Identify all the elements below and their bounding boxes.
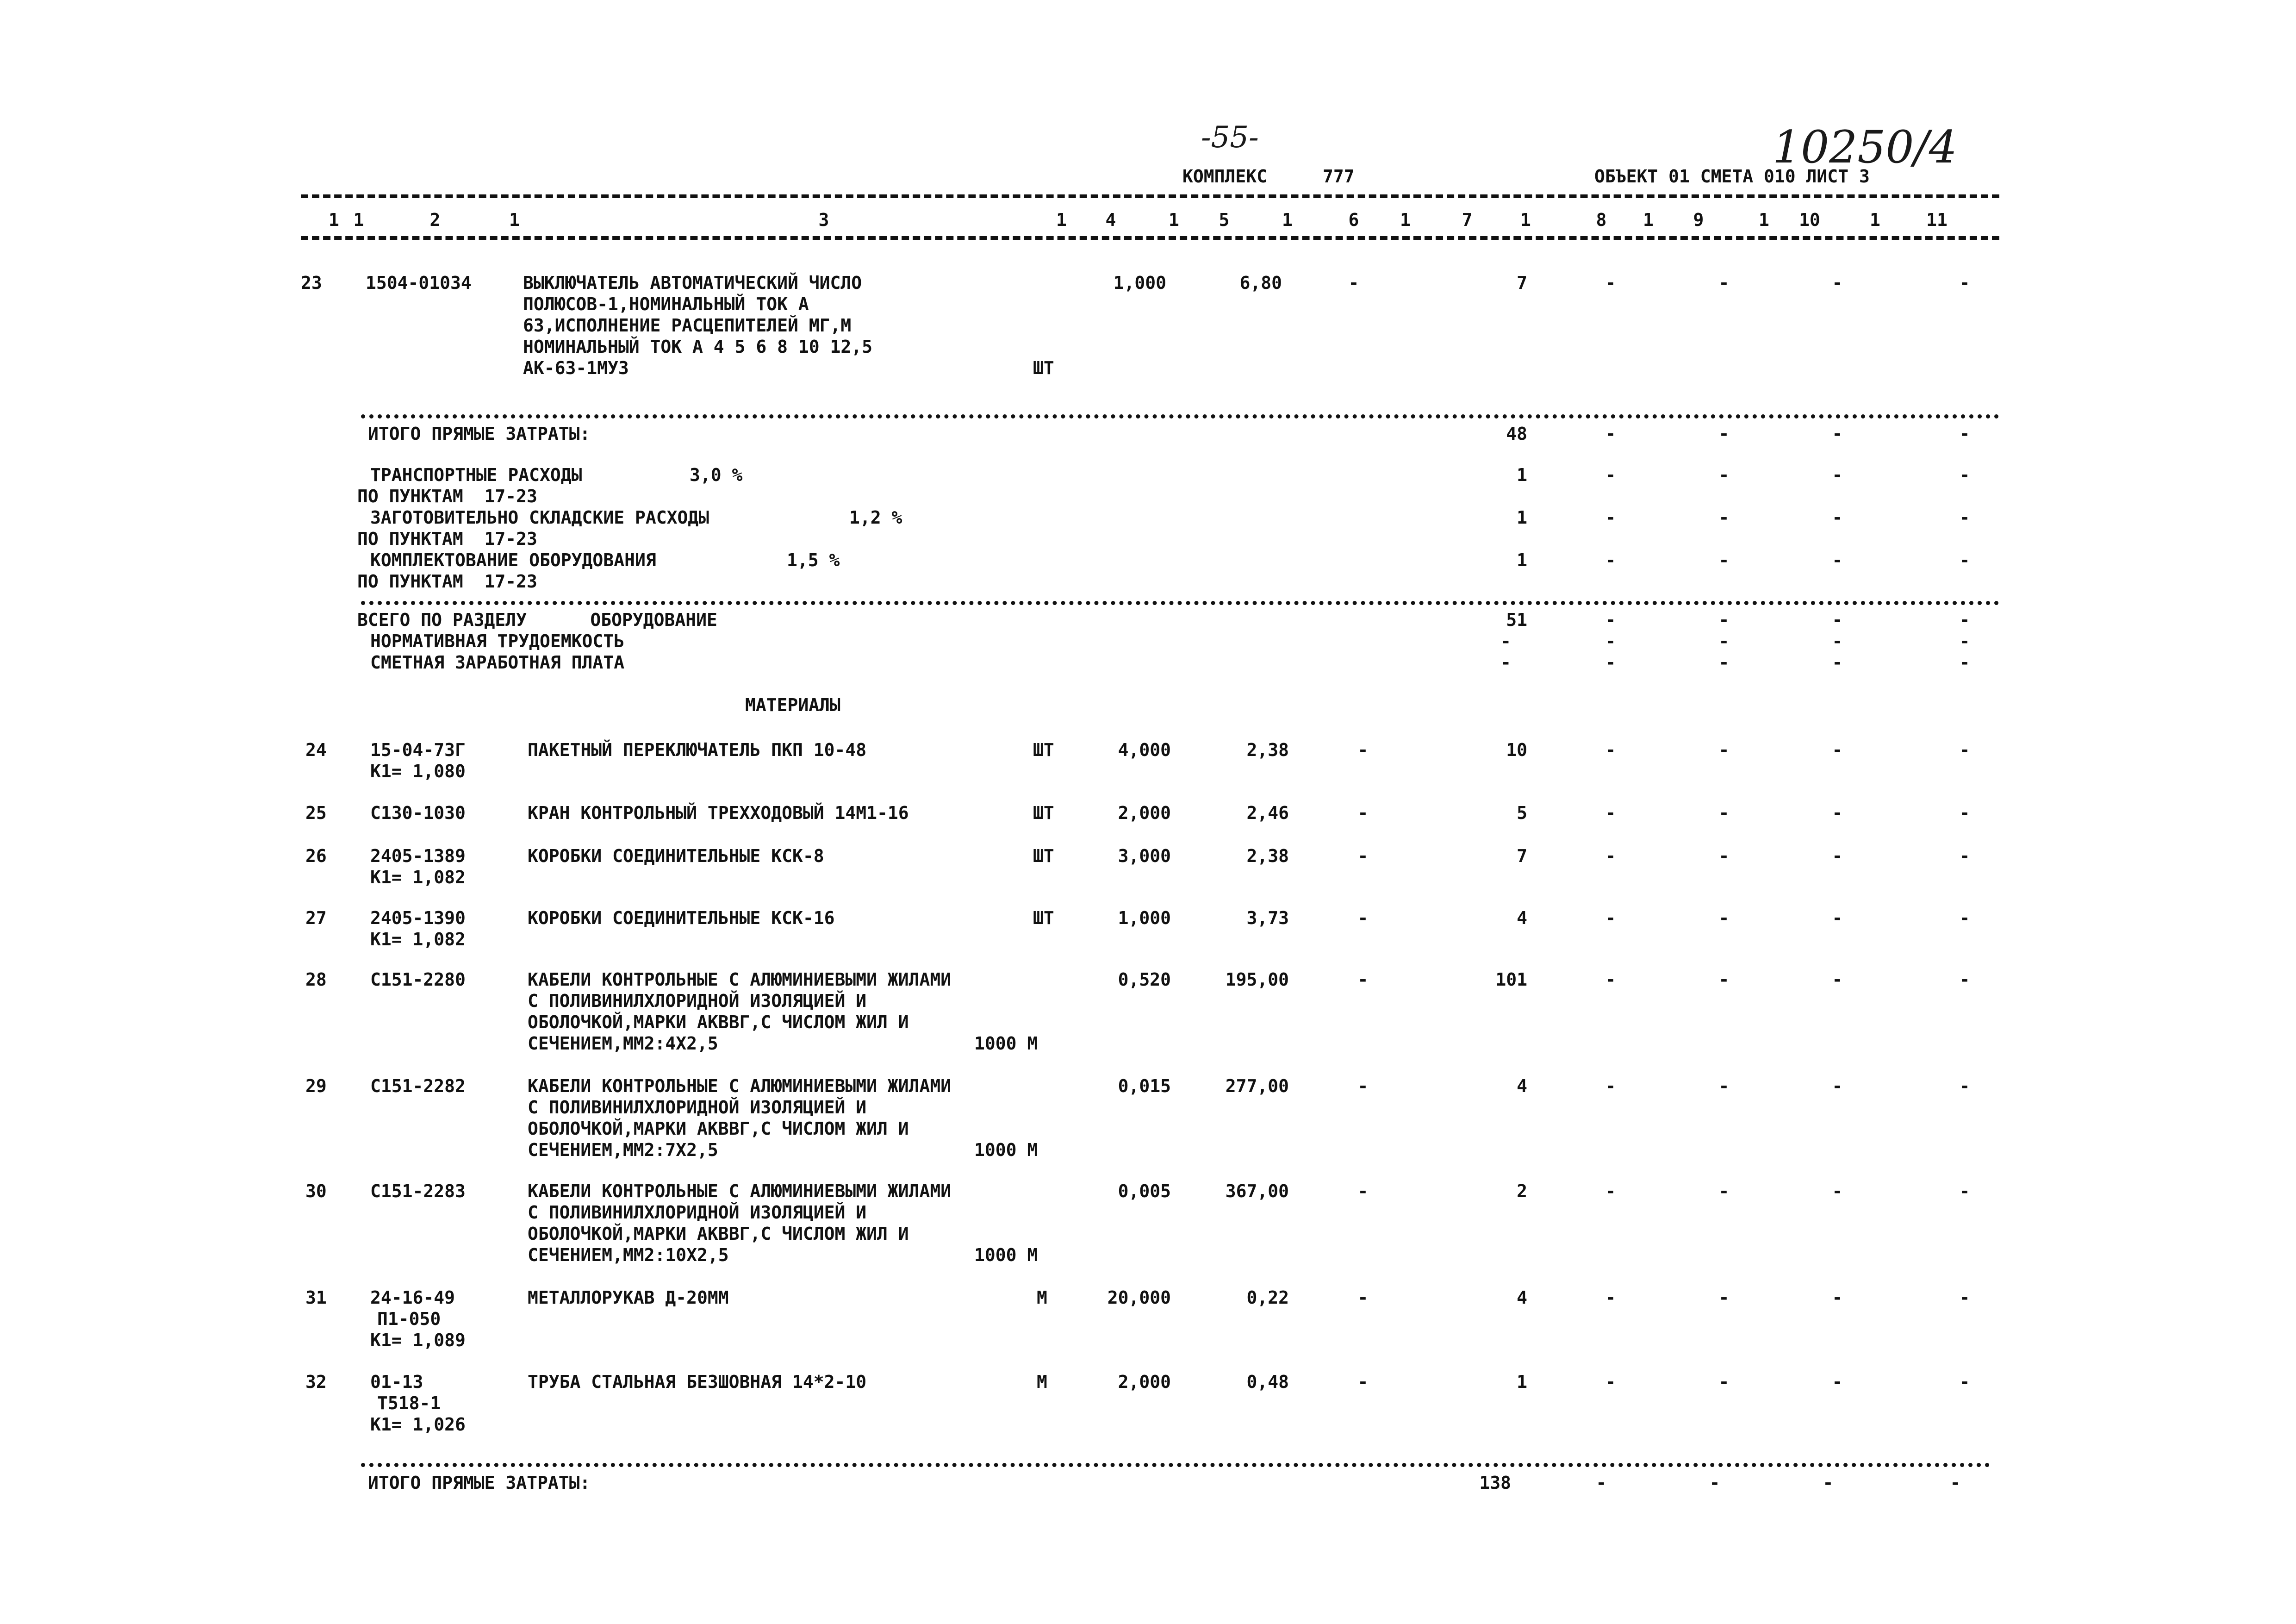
row-col10: - [1832,803,1843,823]
col-sep: 1 [1282,210,1293,230]
col-header-6: 6 [1348,210,1359,230]
row-code: С151-2280 [370,969,466,990]
overhead-col11: - [1959,465,1970,485]
col-header-5: 5 [1219,210,1230,230]
col-header-9: 9 [1693,210,1704,230]
col-header-7: 7 [1462,210,1473,230]
overhead-label: КОМПЛЕКТОВАНИЕ ОБОРУДОВАНИЯ [370,550,656,570]
col-sep: 1 [1400,210,1411,230]
row-description: С ПОЛИВИНИЛХЛОРИДНОЙ ИЗОЛЯЦИЕЙ И [528,1202,867,1223]
row-quantity: 0,015 [1118,1076,1171,1096]
labor-col10: - [1832,631,1843,651]
row-col10: - [1832,1181,1843,1201]
subtotal-col9: - [1718,424,1730,444]
row-col6: - [1357,969,1369,990]
overhead-col8: - [1605,550,1616,570]
row-number: 26 [305,846,327,866]
overhead-col7: 1 [1517,465,1527,485]
row-description: КРАН КОНТРОЛЬНЫЙ ТРЕХХОДОВЫЙ 14М1-16 [528,803,909,823]
row-col6: - [1357,1372,1369,1392]
row-col11: - [1959,740,1970,760]
col-header-11: 11 [1926,210,1948,230]
row-col7: 7 [1517,846,1527,866]
subtotal-col8: - [1605,424,1616,444]
overhead-col9: - [1718,465,1730,485]
row-description: С ПОЛИВИНИЛХЛОРИДНОЙ ИЗОЛЯЦИЕЙ И [528,991,867,1011]
row-price: 2,38 [1246,740,1289,760]
overhead-col7: 1 [1517,507,1527,528]
row-col11: - [1959,1287,1970,1308]
subtotal-rule [361,1463,1990,1467]
row-quantity: 3,000 [1118,846,1171,866]
row-description: КОРОБКИ СОЕДИНИТЕЛЬНЫЕ КСК-8 [528,846,824,866]
row-code: К1= 1,082 [370,867,466,887]
row-quantity: 4,000 [1118,740,1171,760]
row-col8: - [1605,1076,1616,1096]
wage-col11: - [1959,652,1970,673]
overhead-col9: - [1718,550,1730,570]
row-number: 27 [305,908,327,928]
row-description: АК-63-1МУЗ [523,358,629,378]
page-number: -55- [1201,120,1259,155]
row-code: К1= 1,080 [370,761,466,781]
row-code: 01-13 [370,1372,423,1392]
row-col9: - [1718,846,1730,866]
overhead-scope: ПО ПУНКТАМ 17-23 [357,529,537,549]
overhead-col8: - [1605,507,1616,528]
overhead-col8: - [1605,465,1616,485]
row-col9: - [1718,1372,1730,1392]
row-col10: - [1832,908,1843,928]
overhead-col7: 1 [1517,550,1527,570]
col-sep: 1 [1056,210,1067,230]
row-description: КАБЕЛИ КОНТРОЛЬНЫЕ С АЛЮМИНИЕВЫМИ ЖИЛАМИ [528,969,952,990]
overhead-col9: - [1718,507,1730,528]
row-code: 15-04-73Г [370,740,466,760]
wage-col7: - [1500,652,1511,673]
row-col8: - [1605,846,1616,866]
row-quantity: 1,000 [1113,273,1166,293]
overhead-col10: - [1832,550,1843,570]
row-description: С ПОЛИВИНИЛХЛОРИДНОЙ ИЗОЛЯЦИЕЙ И [528,1097,867,1118]
section-total-col7: 51 [1506,610,1527,630]
col-sep: 1 [1643,210,1654,230]
col-header-3: 3 [818,210,829,230]
row-number: 23 [301,273,322,293]
row-quantity: 0,005 [1118,1181,1171,1201]
row-col10: - [1832,273,1843,293]
row-quantity: 20,000 [1107,1287,1171,1308]
subtotal-rule [361,414,1999,418]
row-number: 30 [305,1181,327,1201]
row-col10: - [1832,846,1843,866]
section-total-col10: - [1832,610,1843,630]
row-unit: 1000 М [974,1033,1038,1054]
labor-label: НОРМАТИВНАЯ ТРУДОЕМКОСТЬ [370,631,625,651]
col-sep: 1 [1759,210,1769,230]
row-col6: - [1357,908,1369,928]
row-col11: - [1959,273,1970,293]
subtotal-col7: 138 [1479,1473,1511,1493]
row-code: 2405-1390 [370,908,466,928]
row-col10: - [1832,1287,1843,1308]
row-description: КАБЕЛИ КОНТРОЛЬНЫЕ С АЛЮМИНИЕВЫМИ ЖИЛАМИ [528,1181,952,1201]
section-total-col9: - [1718,610,1730,630]
overhead-scope: ПО ПУНКТАМ 17-23 [357,571,537,592]
row-col9: - [1718,908,1730,928]
row-code: К1= 1,082 [370,929,466,949]
row-col7: 10 [1506,740,1527,760]
row-number: 25 [305,803,327,823]
row-price: 277,00 [1225,1076,1289,1096]
col-header-10: 10 [1799,210,1820,230]
row-unit: М [1037,1287,1047,1308]
row-number: 31 [305,1287,327,1308]
row-price: 367,00 [1225,1181,1289,1201]
row-col11: - [1959,908,1970,928]
row-col8: - [1605,273,1616,293]
row-col6: - [1357,1181,1369,1201]
overhead-percent: 1,2 % [849,507,902,528]
row-col7: 5 [1517,803,1527,823]
row-unit: ШТ [1033,908,1054,928]
row-number: 29 [305,1076,327,1096]
row-col11: - [1959,969,1970,990]
row-description: МЕТАЛЛОРУКАВ Д-20ММ [528,1287,729,1308]
row-col10: - [1832,969,1843,990]
labor-col11: - [1959,631,1970,651]
row-col11: - [1959,1372,1970,1392]
col-sep: 1 [329,210,339,230]
row-quantity: 2,000 [1118,1372,1171,1392]
row-col9: - [1718,740,1730,760]
row-code: К1= 1,089 [370,1330,466,1350]
row-description: КОРОБКИ СОЕДИНИТЕЛЬНЫЕ КСК-16 [528,908,835,928]
subtotal-col11: - [1959,424,1970,444]
row-unit: ШТ [1033,740,1054,760]
subtotal-col7: 48 [1506,424,1527,444]
row-col6: - [1357,846,1369,866]
row-col10: - [1832,1076,1843,1096]
row-number: 32 [305,1372,327,1392]
section-total-rule [361,601,1999,605]
row-col8: - [1605,1287,1616,1308]
row-code: П1-050 [377,1309,441,1329]
row-col9: - [1718,969,1730,990]
complex-value: 777 [1323,166,1355,187]
row-col8: - [1605,740,1616,760]
row-code: 24-16-49 [370,1287,455,1308]
col-sep: 1 [509,210,520,230]
row-unit: 1000 М [974,1245,1038,1265]
row-col10: - [1832,740,1843,760]
row-description: ТРУБА СТАЛЬНАЯ БЕЗШОВНАЯ 14*2-10 [528,1372,867,1392]
overhead-percent: 3,0 % [690,465,743,485]
row-col6: - [1357,803,1369,823]
section-total-col11: - [1959,610,1970,630]
row-col7: 4 [1517,1076,1527,1096]
row-col6: - [1357,1287,1369,1308]
col-header-1: 1 [353,210,364,230]
row-col11: - [1959,1181,1970,1201]
row-code: С151-2283 [370,1181,466,1201]
row-code: К1= 1,026 [370,1414,466,1435]
subtotal-col10: - [1832,424,1843,444]
row-description: НОМИНАЛЬНЫЙ ТОК А 4 5 6 8 10 12,5 [523,337,872,357]
row-col6: - [1348,273,1359,293]
row-description: КАБЕЛИ КОНТРОЛЬНЫЕ С АЛЮМИНИЕВЫМИ ЖИЛАМИ [528,1076,952,1096]
subtotal-col11: - [1950,1473,1961,1493]
row-price: 2,46 [1246,803,1289,823]
row-col9: - [1718,1181,1730,1201]
row-col9: - [1718,273,1730,293]
wage-col10: - [1832,652,1843,673]
header-top-rule [301,194,1999,198]
col-header-2: 2 [429,210,441,230]
row-description: СЕЧЕНИЕМ,ММ2:7Х2,5 [528,1140,718,1160]
row-col9: - [1718,803,1730,823]
row-description: ПАКЕТНЫЙ ПЕРЕКЛЮЧАТЕЛЬ ПКП 10-48 [528,740,867,760]
section-total-col8: - [1605,610,1616,630]
row-col9: - [1718,1287,1730,1308]
row-number: 28 [305,969,327,990]
subtotal-label: ИТОГО ПРЯМЫЕ ЗАТРАТЫ: [368,424,591,444]
col-sep: 1 [1520,210,1531,230]
col-sep: 1 [1870,210,1880,230]
row-description: ОБОЛОЧКОЙ,МАРКИ АКВВГ,С ЧИСЛОМ ЖИЛ И [528,1224,909,1244]
row-col7: 1 [1517,1372,1527,1392]
row-col8: - [1605,803,1616,823]
row-code: Т518-1 [377,1393,441,1413]
subtotal-col8: - [1596,1473,1607,1493]
object-sheet-info: ОБЪЕКТ 01 СМЕТА 010 ЛИСТ 3 [1594,166,1870,187]
row-col8: - [1605,969,1616,990]
row-code: 2405-1389 [370,846,466,866]
row-col7: 4 [1517,908,1527,928]
row-col6: - [1357,1076,1369,1096]
row-quantity: 1,000 [1118,908,1171,928]
col-header-4: 4 [1105,210,1116,230]
row-col9: - [1718,1076,1730,1096]
overhead-col11: - [1959,550,1970,570]
row-quantity: 2,000 [1118,803,1171,823]
row-price: 2,38 [1246,846,1289,866]
row-price: 6,80 [1239,273,1282,293]
labor-col9: - [1718,631,1730,651]
row-col7: 4 [1517,1287,1527,1308]
row-col11: - [1959,1076,1970,1096]
row-unit: 1000 М [974,1140,1038,1160]
row-description: ОБОЛОЧКОЙ,МАРКИ АКВВГ,С ЧИСЛОМ ЖИЛ И [528,1012,909,1032]
row-col6: - [1357,740,1369,760]
row-unit: ШТ [1033,803,1054,823]
document-reference: 10250/4 [1773,121,1957,173]
subtotal-label: ИТОГО ПРЯМЫЕ ЗАТРАТЫ: [368,1473,591,1493]
overhead-label: ТРАНСПОРТНЫЕ РАСХОДЫ [370,465,582,485]
row-price: 0,48 [1246,1372,1289,1392]
row-col8: - [1605,1372,1616,1392]
row-quantity: 0,520 [1118,969,1171,990]
wage-label: СМЕТНАЯ ЗАРАБОТНАЯ ПЛАТА [370,652,625,673]
overhead-label: ЗАГОТОВИТЕЛЬНО СКЛАДСКИЕ РАСХОДЫ [370,507,709,528]
row-col7: 2 [1517,1181,1527,1201]
row-code: 1504-01034 [366,273,472,293]
labor-col8: - [1605,631,1616,651]
row-number: 24 [305,740,327,760]
row-description: ВЫКЛЮЧАТЕЛЬ АВТОМАТИЧЕСКИЙ ЧИСЛО [523,273,862,293]
row-col8: - [1605,1181,1616,1201]
row-col10: - [1832,1372,1843,1392]
row-unit: ШТ [1033,846,1054,866]
wage-col8: - [1605,652,1616,673]
row-code: С151-2282 [370,1076,466,1096]
overhead-col11: - [1959,507,1970,528]
row-description: СЕЧЕНИЕМ,ММ2:10Х2,5 [528,1245,729,1265]
row-description: ПОЛЮСОВ-1,НОМИНАЛЬНЫЙ ТОК А [523,294,809,314]
complex-label: КОМПЛЕКС [1182,166,1268,187]
wage-col9: - [1718,652,1730,673]
row-unit: М [1037,1372,1047,1392]
subtotal-col9: - [1709,1473,1720,1493]
row-description: СЕЧЕНИЕМ,ММ2:4Х2,5 [528,1033,718,1054]
row-description: 63,ИСПОЛНЕНИЕ РАСЦЕПИТЕЛЕЙ МГ,М [523,315,852,336]
subtotal-col10: - [1823,1473,1834,1493]
row-code: С130-1030 [370,803,466,823]
header-bottom-rule [301,236,1999,240]
labor-col7: - [1500,631,1511,651]
overhead-col10: - [1832,465,1843,485]
row-col7: 7 [1517,273,1527,293]
row-col11: - [1959,803,1970,823]
section-total-label: ВСЕГО ПО РАЗДЕЛУ ОБОРУДОВАНИЕ [357,610,717,630]
row-price: 195,00 [1225,969,1289,990]
overhead-col10: - [1832,507,1843,528]
col-header-8: 8 [1596,210,1607,230]
row-price: 3,73 [1246,908,1289,928]
section-heading-materials: МАТЕРИАЛЫ [745,695,840,715]
row-col7: 101 [1495,969,1527,990]
overhead-scope: ПО ПУНКТАМ 17-23 [357,486,537,506]
col-sep: 1 [1169,210,1179,230]
row-col8: - [1605,908,1616,928]
row-price: 0,22 [1246,1287,1289,1308]
row-description: ОБОЛОЧКОЙ,МАРКИ АКВВГ,С ЧИСЛОМ ЖИЛ И [528,1118,909,1139]
row-col11: - [1959,846,1970,866]
row-unit: ШТ [1033,358,1054,378]
overhead-percent: 1,5 % [787,550,840,570]
